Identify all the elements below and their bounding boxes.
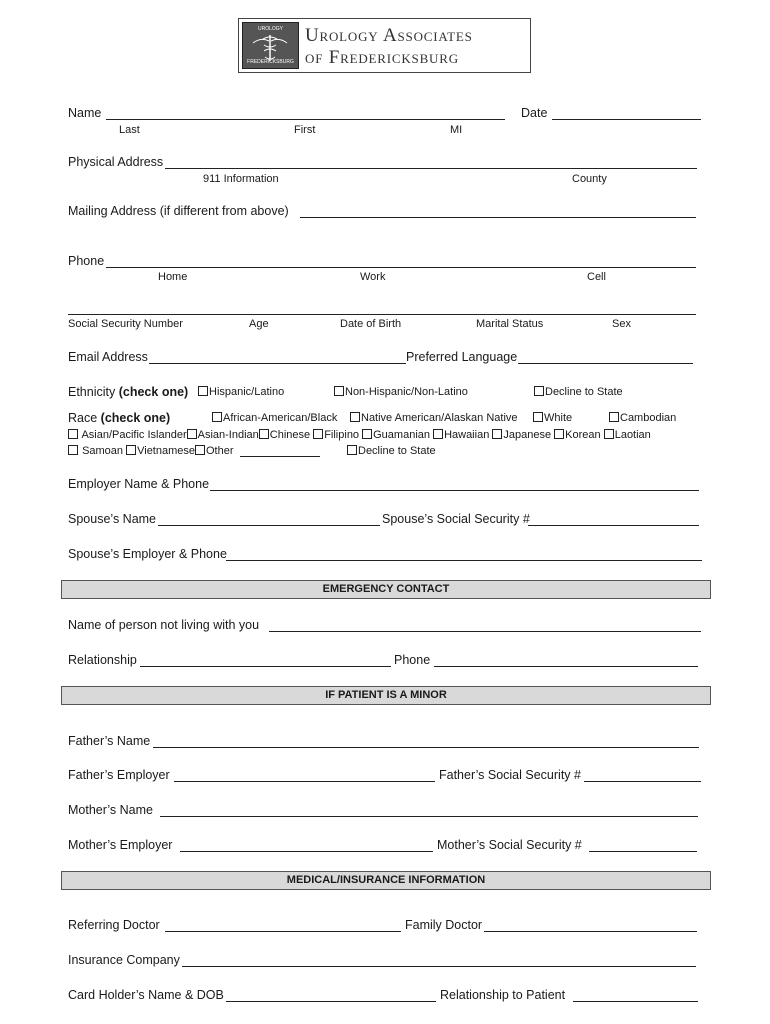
race-label [68,411,170,425]
father-ssn-input-line[interactable] [584,781,701,782]
father-name-input-line[interactable] [153,747,699,748]
emergency-name-label: Name of person not living with you [68,618,260,632]
spouse-ssn-input-line[interactable] [528,525,699,526]
mother-name-label: Mother’s Name [68,803,153,817]
phone-label: Phone [68,254,105,268]
checkbox-icon[interactable] [212,412,222,422]
name-label: Name [68,106,102,120]
ethnicity-label-text: Ethnicity [68,385,116,399]
mother-ssn-input-line[interactable] [589,851,697,852]
card-holder-label: Card Holder’s Name & DOB [68,988,224,1002]
father-employer-label: Father’s Employer [68,768,170,782]
race-option-native-american[interactable]: Native American/Alaskan Native [350,412,518,424]
family-doctor-input-line[interactable] [484,931,697,932]
relationship-patient-input-line[interactable] [573,1001,698,1002]
name-input-line[interactable] [106,119,505,120]
date-label: Date [521,106,548,120]
race-option-asian-indian[interactable]: Asian-Indian [187,429,259,441]
ethnicity-option-decline[interactable]: Decline to State [534,386,623,398]
mother-ssn-label: Mother’s Social Security # [437,838,582,852]
race-option-decline[interactable]: Decline to State [347,445,436,457]
email-label: Email Address [68,350,148,364]
work-sublabel: Work [360,271,386,283]
checkbox-icon[interactable] [313,429,323,439]
checkbox-icon[interactable] [259,429,269,439]
emergency-name-input-line[interactable] [269,631,701,632]
race-option-african-american[interactable]: African-American/Black [212,412,337,424]
dob-sublabel: Date of Birth [340,318,402,330]
mother-employer-input-line[interactable] [180,851,433,852]
checkbox-icon[interactable] [433,429,443,439]
card-holder-input-line[interactable] [226,1001,436,1002]
home-sublabel: Home [158,271,188,283]
race-option-vietnamese[interactable]: Vietnamese [126,445,195,457]
ssn-row-input-line[interactable] [68,314,696,315]
seal-top-text: UROLOGY [257,26,283,32]
checkbox-icon[interactable] [604,429,614,439]
spouse-employer-label: Spouse’s Employer & Phone [68,547,227,561]
minor-header: IF PATIENT IS A MINOR [61,686,711,705]
seal-bottom-text: FREDERICKSBURG [247,59,294,65]
insurance-company-input-line[interactable] [182,966,696,967]
marital-sublabel: Marital Status [476,318,544,330]
checkbox-icon[interactable] [534,386,544,396]
mi-sublabel: MI [450,124,463,136]
emergency-phone-input-line[interactable] [434,666,698,667]
email-input-line[interactable] [149,363,406,364]
medical-insurance-header: MEDICAL/INSURANCE INFORMATION [61,871,711,890]
logo-line-1: Urology Associates [305,25,473,46]
emergency-relationship-label: Relationship [68,653,137,667]
race-option-cambodian[interactable]: Cambodian [609,412,676,424]
checkbox-icon[interactable] [187,429,197,439]
emergency-contact-header: EMERGENCY CONTACT [61,580,711,599]
referring-doctor-input-line[interactable] [165,931,401,932]
physical-address-label: Physical Address [68,155,164,169]
race-option-white[interactable]: White [533,412,572,424]
father-ssn-label: Father’s Social Security # [439,768,581,782]
checkbox-icon[interactable] [347,445,357,455]
emergency-phone-label: Phone [394,653,431,667]
ethnicity-check-one: (check one) [118,385,189,399]
race-option-asian-pacific[interactable]: Asian/Pacific Islander [68,429,187,441]
checkbox-icon[interactable] [554,429,564,439]
race-option-samoan[interactable]: Samoan [68,445,123,457]
race-option-chinese[interactable]: Chinese [259,429,310,441]
pref-lang-label: Preferred Language [406,350,518,364]
spouse-ssn-label: Spouse’s Social Security # [382,512,530,526]
county-sublabel: County [572,173,607,185]
first-sublabel: First [294,124,316,136]
spouse-employer-input-line[interactable] [226,560,702,561]
spouse-name-input-line[interactable] [158,525,380,526]
checkbox-icon[interactable] [350,412,360,422]
checkbox-icon[interactable] [126,445,136,455]
referring-doctor-label: Referring Doctor [68,918,160,932]
checkbox-icon[interactable] [198,386,208,396]
father-employer-input-line[interactable] [174,781,435,782]
insurance-company-label: Insurance Company [68,953,180,967]
physical-address-input-line[interactable] [165,168,697,169]
race-option-hawaiian[interactable]: Hawaiian [433,429,489,441]
race-check-one: (check one) [100,411,171,425]
race-label-text: Race [68,411,98,425]
spouse-name-label: Spouse’s Name [68,512,157,526]
checkbox-icon[interactable] [609,412,619,422]
logo-line-2: of Fredericksburg [305,47,459,68]
phone-input-line[interactable] [106,267,696,268]
race-option-other[interactable]: Other [195,445,234,457]
ssn-sublabel: Social Security Number [68,318,183,330]
checkbox-icon[interactable] [492,429,502,439]
age-sublabel: Age [249,318,269,330]
mailing-address-input-line[interactable] [300,217,696,218]
ethnicity-option-non-hispanic[interactable]: Non-Hispanic/Non-Latino [334,386,468,398]
ethnicity-option-hispanic[interactable]: Hispanic/Latino [198,386,284,398]
family-doctor-label: Family Doctor [405,918,483,932]
race-row-3 [68,445,234,457]
race-option-filipino[interactable]: Filipino [313,429,359,441]
race-option-japanese[interactable]: Japanese [492,429,551,441]
race-row-2 [68,429,651,441]
mother-name-input-line[interactable] [160,816,698,817]
mailing-address-label: Mailing Address (if different from above) [68,204,289,218]
date-input-line[interactable] [552,119,701,120]
checkbox-icon[interactable] [68,445,78,455]
race-option-guamanian[interactable]: Guamanian [362,429,430,441]
checkbox-icon[interactable] [334,386,344,396]
checkbox-icon[interactable] [362,429,372,439]
pref-lang-input-line[interactable] [518,363,693,364]
mother-employer-label: Mother’s Employer [68,838,173,852]
employer-phone-label: Employer Name & Phone [68,477,210,491]
father-name-label: Father’s Name [68,734,151,748]
checkbox-icon[interactable] [195,445,205,455]
ethnicity-label [68,385,188,399]
relationship-patient-label: Relationship to Patient [440,988,566,1002]
race-option-laotian[interactable]: Laotian [604,429,651,441]
employer-phone-input-line[interactable] [210,490,699,491]
practice-logo [238,18,531,73]
sex-sublabel: Sex [612,318,631,330]
last-sublabel: Last [119,124,140,136]
logo-seal [242,22,299,69]
checkbox-icon[interactable] [68,429,78,439]
info-911-sublabel: 911 Information [203,173,279,185]
checkbox-icon[interactable] [533,412,543,422]
race-other-input-line[interactable] [240,456,320,457]
emergency-relationship-input-line[interactable] [140,666,391,667]
race-option-korean[interactable]: Korean [554,429,600,441]
cell-sublabel: Cell [587,271,606,283]
